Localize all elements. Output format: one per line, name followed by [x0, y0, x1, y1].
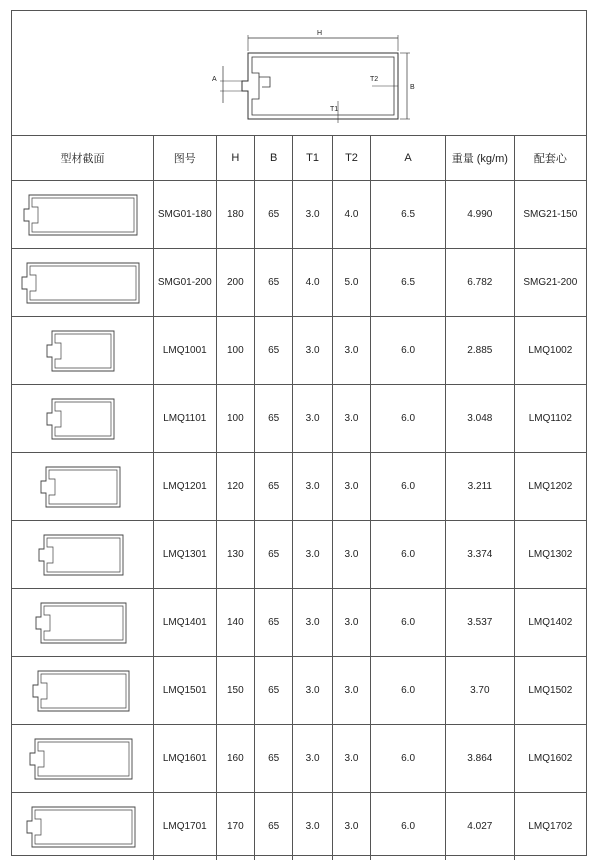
cell-b: 65: [255, 725, 293, 793]
cell-t2: 5.0: [332, 249, 370, 317]
cell-match: LMQ1402: [514, 589, 586, 657]
table-row: [12, 385, 586, 453]
dim-label-t2: T2: [370, 76, 379, 83]
section-profile-icon: [30, 667, 135, 715]
cell-code: LMQ1601: [153, 725, 216, 793]
cell-weight: 3.048: [445, 385, 514, 453]
cell-match: LMQ1002: [514, 317, 586, 385]
cell-match: LMQ1302: [514, 521, 586, 589]
cell-b: 65: [255, 589, 293, 657]
table-row: [12, 453, 586, 521]
cell-weight: 3.537: [445, 589, 514, 657]
cell-match: LMQ1702: [514, 793, 586, 861]
cell-t2: 3.0: [332, 317, 370, 385]
dimension-drawing: [12, 11, 586, 135]
header-section: 型材截面: [12, 135, 153, 181]
cell-weight: 4.027: [445, 793, 514, 861]
cell-h: 130: [216, 521, 254, 589]
table-row: [12, 657, 586, 725]
section-profile-icon: [24, 803, 141, 851]
table-row: [12, 181, 586, 249]
cell-b: 65: [255, 453, 293, 521]
dim-label-h: H: [317, 30, 323, 37]
cell-h: 180: [216, 181, 254, 249]
catalog-frame: [11, 10, 587, 856]
dim-label-a: A: [212, 76, 217, 83]
profile-section-drawing: [12, 793, 153, 861]
cell-t1: 3.0: [293, 657, 332, 725]
table-row: [12, 725, 586, 793]
cell-weight: 4.990: [445, 181, 514, 249]
profile-section-drawing: [12, 521, 153, 589]
profile-section-drawing: [12, 725, 153, 793]
cell-match: SMG21-150: [514, 181, 586, 249]
section-profile-icon: [19, 259, 145, 307]
cell-h: 140: [216, 589, 254, 657]
cell-code: LMQ1501: [153, 657, 216, 725]
cell-b: 65: [255, 317, 293, 385]
cell-match: LMQ1602: [514, 725, 586, 793]
cell-weight: 3.864: [445, 725, 514, 793]
cell-match: LMQ1102: [514, 385, 586, 453]
cell-t1: 4.0: [293, 249, 332, 317]
profile-section-drawing: [12, 181, 153, 249]
profile-spec-table: [12, 135, 586, 860]
header-weight: 重量 (kg/m): [445, 135, 514, 181]
cell-t1: 3.0: [293, 453, 332, 521]
section-profile-icon: [38, 463, 126, 511]
cell-h: 120: [216, 453, 254, 521]
cell-code: SMG01-180: [153, 181, 216, 249]
header-code: 图号: [153, 135, 216, 181]
table-header-row: [12, 135, 586, 181]
cell-a: 6.5: [371, 181, 446, 249]
cell-t1: 3.0: [293, 521, 332, 589]
cell-match: SMG21-200: [514, 249, 586, 317]
profile-dimension-diagram: [12, 11, 586, 136]
header-h: H: [216, 135, 254, 181]
profile-section-drawing: [12, 589, 153, 657]
cell-t1: 3.0: [293, 317, 332, 385]
profile-section-drawing: [12, 249, 153, 317]
header-b: B: [255, 135, 293, 181]
cell-h: 100: [216, 317, 254, 385]
cell-weight: 3.70: [445, 657, 514, 725]
cell-a: 6.0: [371, 657, 446, 725]
header-a: A: [371, 135, 446, 181]
section-profile-icon: [44, 395, 120, 443]
cell-a: 6.0: [371, 521, 446, 589]
cell-b: 65: [255, 521, 293, 589]
cell-code: LMQ1701: [153, 793, 216, 861]
cell-t2: 3.0: [332, 385, 370, 453]
cell-t1: 3.0: [293, 589, 332, 657]
cell-b: 65: [255, 657, 293, 725]
cell-a: 6.0: [371, 725, 446, 793]
dim-label-b: B: [410, 84, 415, 91]
cell-code: LMQ1001: [153, 317, 216, 385]
cell-b: 65: [255, 793, 293, 861]
cell-t2: 3.0: [332, 657, 370, 725]
cell-h: 170: [216, 793, 254, 861]
table-row: [12, 249, 586, 317]
cell-code: LMQ1201: [153, 453, 216, 521]
cell-weight: 3.374: [445, 521, 514, 589]
cell-t1: 3.0: [293, 385, 332, 453]
cell-t2: 3.0: [332, 793, 370, 861]
cell-b: 65: [255, 249, 293, 317]
table-row: [12, 589, 586, 657]
cell-code: SMG01-200: [153, 249, 216, 317]
section-profile-icon: [44, 327, 120, 375]
cell-a: 6.5: [371, 249, 446, 317]
cell-weight: 3.211: [445, 453, 514, 521]
section-profile-icon: [27, 735, 138, 783]
profile-section-drawing: [12, 385, 153, 453]
cell-t1: 3.0: [293, 725, 332, 793]
cell-weight: 2.885: [445, 317, 514, 385]
cell-weight: 6.782: [445, 249, 514, 317]
cell-a: 6.0: [371, 385, 446, 453]
profile-section-drawing: [12, 657, 153, 725]
cell-a: 6.0: [371, 793, 446, 861]
cell-t2: 3.0: [332, 589, 370, 657]
cell-t2: 3.0: [332, 453, 370, 521]
table-row: [12, 317, 586, 385]
table-row: [12, 793, 586, 861]
cell-code: LMQ1301: [153, 521, 216, 589]
cell-a: 6.0: [371, 589, 446, 657]
cell-t2: 3.0: [332, 725, 370, 793]
cell-h: 160: [216, 725, 254, 793]
cell-t2: 4.0: [332, 181, 370, 249]
cell-code: LMQ1401: [153, 589, 216, 657]
cell-b: 65: [255, 385, 293, 453]
cell-t1: 3.0: [293, 793, 332, 861]
cell-a: 6.0: [371, 317, 446, 385]
cell-t2: 3.0: [332, 521, 370, 589]
cell-a: 6.0: [371, 453, 446, 521]
profile-section-drawing: [12, 453, 153, 521]
section-profile-icon: [36, 531, 129, 579]
header-match: 配套心: [514, 135, 586, 181]
cell-b: 65: [255, 181, 293, 249]
cell-h: 100: [216, 385, 254, 453]
cell-h: 200: [216, 249, 254, 317]
cell-match: LMQ1502: [514, 657, 586, 725]
cell-h: 150: [216, 657, 254, 725]
cell-t1: 3.0: [293, 181, 332, 249]
dim-label-t1: T1: [330, 106, 339, 113]
table-row: [12, 521, 586, 589]
cell-code: LMQ1101: [153, 385, 216, 453]
section-profile-icon: [33, 599, 132, 647]
header-t1: T1: [293, 135, 332, 181]
cell-match: LMQ1202: [514, 453, 586, 521]
header-t2: T2: [332, 135, 370, 181]
profile-section-drawing: [12, 317, 153, 385]
section-profile-icon: [21, 191, 143, 239]
